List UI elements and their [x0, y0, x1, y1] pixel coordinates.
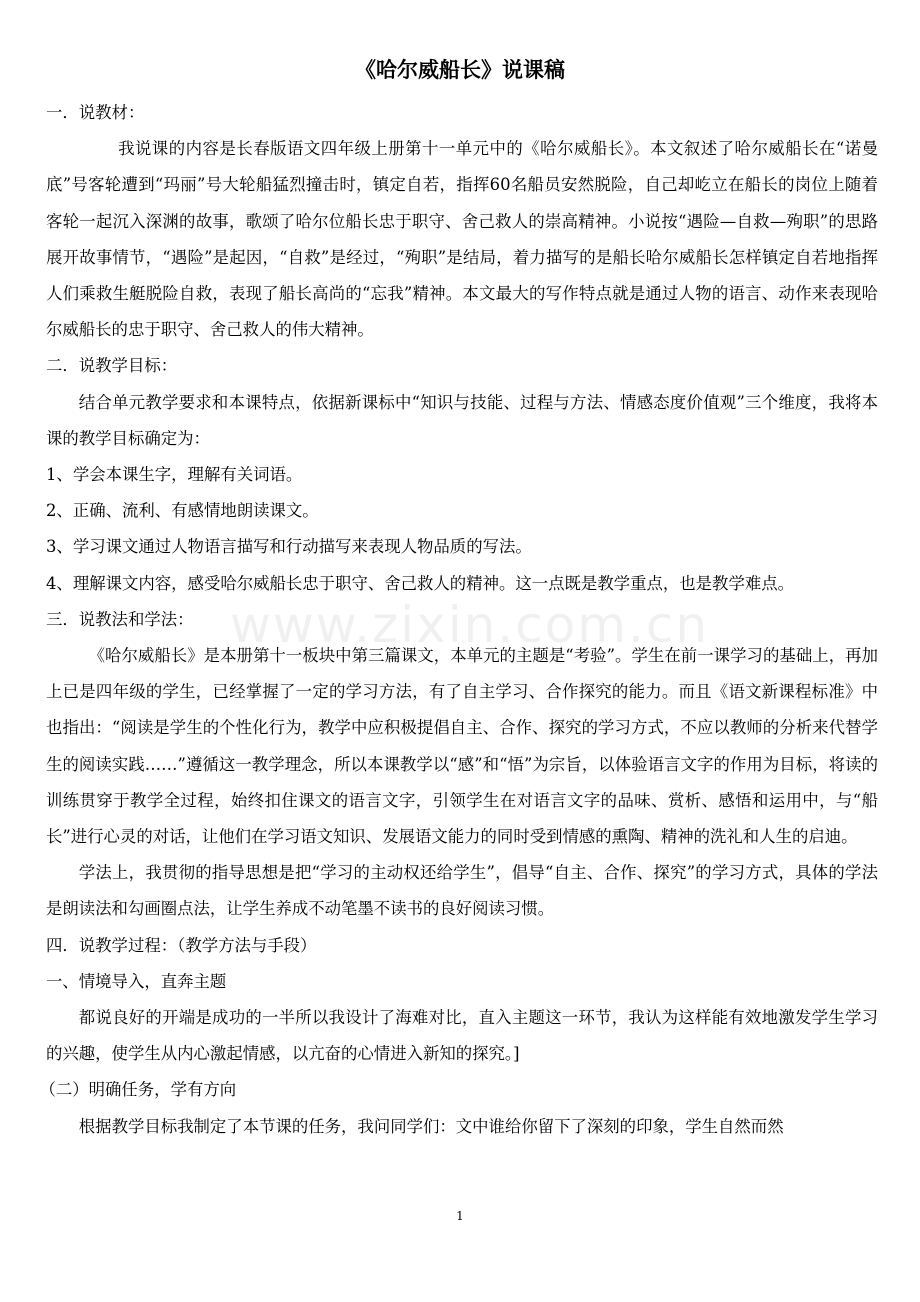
section-heading: 4、理解课文内容，感受哈尔威船长忠于职守、舍己救人的精神。这一点既是教学重点，也是教学难点。	[46, 573, 795, 593]
document-title: 《哈尔威船长》说课稿	[355, 58, 565, 82]
section-heading: 四．说教学过程：（教学方法与手段）	[46, 935, 317, 955]
section-heading: 二．说教学目标：	[46, 356, 178, 376]
body-paragraph: 结合单元教学要求和本课特点，依据新课标中“知识与技能、过程与方法、情感态度价值观”三个维度，我将本课的教学目标确定为：	[46, 392, 878, 448]
body-paragraph: 我说课的内容是长春版语文四年级上册第十一单元中的《哈尔威船长》。本文叙述了哈尔威船长在“诺曼底”号客轮遭到“玛丽”号大轮船猛烈撞击时，镇定自若，指挥60名船员安然脱险，自己却屹立在船长的岗位上随着客轮一起沉入深渊的故事，歌颂了哈尔位船长忠于职守、舍己救人的崇高精神。小说按“遇险—自救—殉职”的思路展开故事情节，“遇险”是起因，“自救”是经过，“殉职”是结局，着力描写的是船长哈尔威船长怎样镇定自若地指挥人们乘救生艇脱险自救，表现了船长高尚的“忘我”精神。本文最大的写作特点就是通过人物的语言、动作来表现哈尔威船长的忠于职守、舍己救人的伟大精神。	[46, 139, 878, 340]
document-body	[39, 95, 878, 1145]
body-paragraph: 都说良好的开端是成功的一半所以我设计了海难对比，直入主题这一环节，我认为这样能有效地激发学生学习的兴趣，使学生从内心激起情感，以亢奋的心情进入新知的探究。]	[46, 1008, 878, 1064]
section-heading: 一、情境导入，直奔主题	[46, 971, 227, 991]
section-heading: 一．说教材：	[46, 103, 145, 122]
body-paragraph: 《哈尔威船长》是本册第十一板块中第三篇课文，本单元的主题是“考验”。学生在前一课学习的基础上，再加上已是四年级的学生，已经掌握了一定的学习方法，有了自主学习、合作探究的能力。而且《语文新课程标准》中也指出：“阅读是学生的个性化行为，教学中应积极提倡自主、合作、探究的学习方式，不应以教师的分析来代替学生的阅读实践……”遵循这一教学理念，所以本课教学以“感”和“悟”为宗旨，以体验语言文字的作用为目标，将读的训练贯穿于教学全过程，始终扣住课文的语言文字，引领学生在对语言文字的品味、赏析、感悟和运用中，与“船长”进行心灵的对话，让他们在学习语文知识、发展语文能力的同时受到情感的熏陶、精神的洗礼和人生的启迪。	[46, 646, 878, 847]
section-heading: 2、正确、流利、有感情地朗读课文。	[46, 501, 319, 521]
section-heading: 3、学习课文通过人物语言描写和行动描写来表现人物品质的写法。	[46, 537, 532, 557]
section-heading: 1、学会本课生字，理解有关词语。	[46, 465, 303, 485]
page-number: 1	[456, 1209, 464, 1223]
watermark: www.zixin.com.cn	[230, 596, 710, 654]
section-heading: （二）明确任务，学有方向	[39, 1080, 237, 1100]
body-paragraph: 根据教学目标我制定了本节课的任务，我问同学们：文中谁给你留下了深刻的印象，学生自然而然	[78, 1116, 784, 1136]
section-heading: 三．说教法和学法：	[46, 609, 194, 629]
body-paragraph: 学法上，我贯彻的指导思想是把“学习的主动权还给学生”，倡导“自主、合作、探究”的学习方式，具体的学法是朗读法和勾画圈点法，让学生养成不动笔墨不读书的良好阅读习惯。	[46, 863, 878, 919]
